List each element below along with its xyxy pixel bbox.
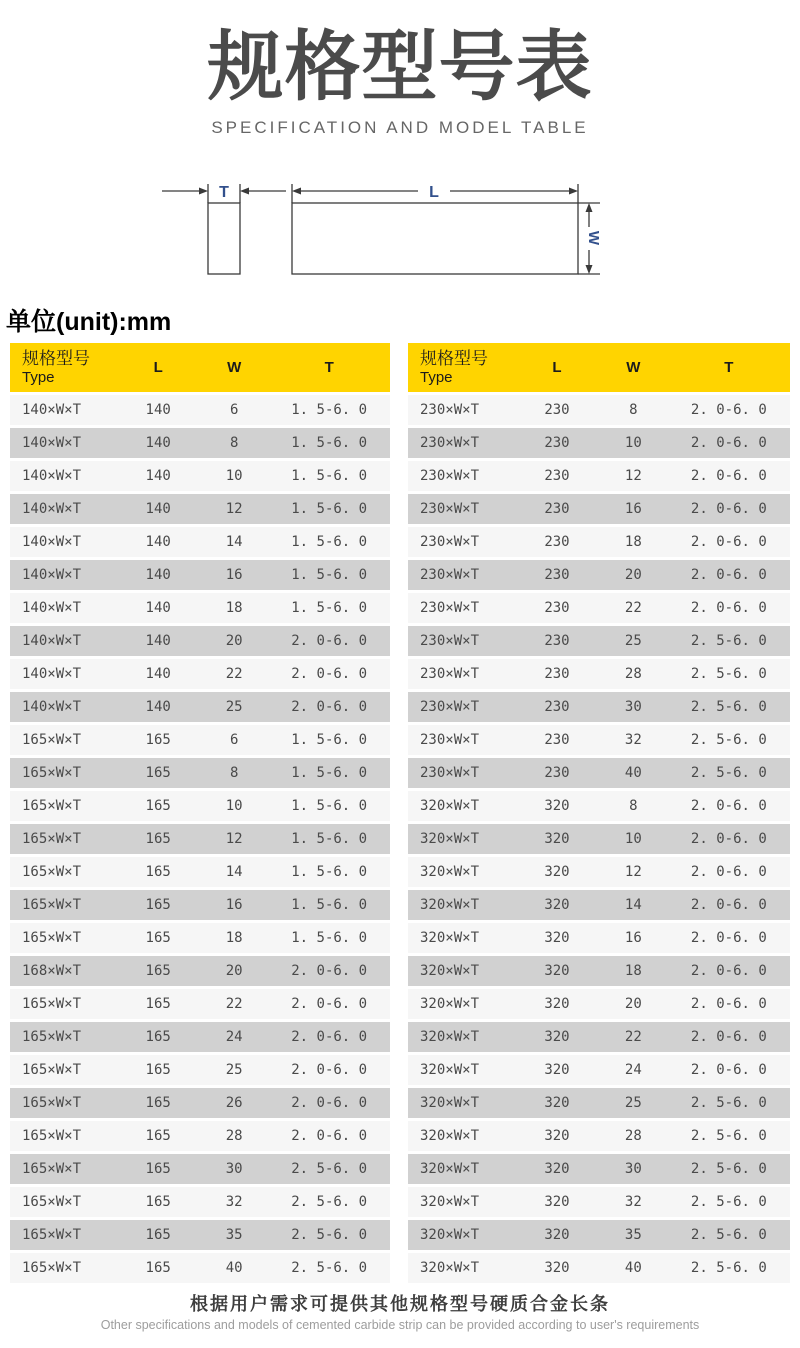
spec-type-cell: 230×W×T xyxy=(420,666,480,682)
l-value-cell: 165 xyxy=(145,996,171,1012)
l-value-cell: 320 xyxy=(544,831,570,847)
t-value-cell: 2. 0-6. 0 xyxy=(291,996,368,1012)
header-t-cell: T xyxy=(724,359,734,376)
t-value-cell: 2. 0-6. 0 xyxy=(690,534,767,550)
table-row xyxy=(10,659,390,689)
w-value-cell: 35 xyxy=(624,1227,642,1243)
t-value-cell: 1. 5-6. 0 xyxy=(291,567,368,583)
t-value-cell: 2. 0-6. 0 xyxy=(291,1128,368,1144)
table-row xyxy=(408,890,790,920)
l-value-cell: 320 xyxy=(544,1260,570,1276)
t-value-cell: 2. 5-6. 0 xyxy=(690,732,767,748)
t-value-cell: 1. 5-6. 0 xyxy=(291,468,368,484)
table-row xyxy=(408,989,790,1019)
spec-table-left xyxy=(10,343,390,1286)
l-value-cell: 140 xyxy=(145,699,171,715)
table-row xyxy=(10,758,390,788)
spec-type-cell: 168×W×T xyxy=(22,963,82,979)
l-value-cell: 230 xyxy=(544,765,570,781)
footer-note-en: Other specifications and models of cemented carbide strip can be provided according to user's requirements xyxy=(100,1318,700,1332)
spec-type-cell: 140×W×T xyxy=(22,633,82,649)
t-value-cell: 2. 5-6. 0 xyxy=(690,666,767,682)
table-row xyxy=(10,1121,390,1151)
header-t-cell: T xyxy=(324,359,334,376)
header-type-cell xyxy=(408,349,515,386)
w-value-cell: 14 xyxy=(624,897,642,913)
spec-type-cell: 320×W×T xyxy=(420,963,480,979)
spec-type-cell: 140×W×T xyxy=(22,666,82,682)
l-value-cell: 230 xyxy=(544,666,570,682)
header-w-cell: W xyxy=(227,359,242,376)
t-value-cell: 2. 5-6. 0 xyxy=(690,1161,767,1177)
t-value-cell: 2. 0-6. 0 xyxy=(690,1062,767,1078)
t-value-cell: 2. 0-6. 0 xyxy=(690,831,767,847)
spec-type-cell: 165×W×T xyxy=(22,798,82,814)
w-value-cell: 32 xyxy=(624,732,642,748)
spec-type-cell: 230×W×T xyxy=(420,435,480,451)
l-value-cell: 320 xyxy=(544,897,570,913)
l-value-cell: 140 xyxy=(145,402,171,418)
l-value-cell: 165 xyxy=(145,1227,171,1243)
table-row xyxy=(10,560,390,590)
w-value-cell: 18 xyxy=(624,963,642,979)
header-type-en: Type xyxy=(420,368,453,386)
l-value-cell: 140 xyxy=(145,501,171,517)
t-value-cell: 2. 0-6. 0 xyxy=(291,1029,368,1045)
t-value-cell: 2. 0-6. 0 xyxy=(291,1062,368,1078)
w-value-cell: 18 xyxy=(225,930,243,946)
table-row xyxy=(408,626,790,656)
l-value-cell: 320 xyxy=(544,996,570,1012)
l-value-cell: 320 xyxy=(544,1029,570,1045)
w-value-cell: 25 xyxy=(624,1095,642,1111)
t-value-cell: 2. 5-6. 0 xyxy=(690,699,767,715)
w-value-cell: 14 xyxy=(225,534,243,550)
w-value-cell: 20 xyxy=(624,996,642,1012)
table-row xyxy=(10,1220,390,1250)
spec-type-cell: 320×W×T xyxy=(420,1128,480,1144)
l-value-cell: 165 xyxy=(145,798,171,814)
l-value-cell: 230 xyxy=(544,567,570,583)
w-value-cell: 18 xyxy=(624,534,642,550)
t-value-cell: 2. 0-6. 0 xyxy=(690,567,767,583)
w-value-cell: 25 xyxy=(624,633,642,649)
w-value-cell: 6 xyxy=(229,402,239,418)
t-value-cell: 1. 5-6. 0 xyxy=(291,534,368,550)
spec-type-cell: 320×W×T xyxy=(420,1194,480,1210)
table-row xyxy=(10,1055,390,1085)
l-value-cell: 140 xyxy=(145,435,171,451)
w-value-cell: 18 xyxy=(225,600,243,616)
spec-type-cell: 165×W×T xyxy=(22,897,82,913)
l-value-cell: 140 xyxy=(145,534,171,550)
t-value-cell: 2. 5-6. 0 xyxy=(690,1227,767,1243)
t-value-cell: 2. 0-6. 0 xyxy=(690,930,767,946)
w-value-cell: 8 xyxy=(629,402,638,418)
t-value-cell: 2. 0-6. 0 xyxy=(690,402,767,418)
table-row xyxy=(408,791,790,821)
table-row xyxy=(10,626,390,656)
t-value-cell: 2. 0-6. 0 xyxy=(690,897,767,913)
t-value-cell: 1. 5-6. 0 xyxy=(291,930,368,946)
w-value-cell: 14 xyxy=(225,864,243,880)
dimension-diagram xyxy=(150,172,620,302)
table-row xyxy=(10,857,390,887)
table-row xyxy=(10,1088,390,1118)
table-row xyxy=(10,1187,390,1217)
header-type-cn: 规格型号 xyxy=(420,349,488,369)
spec-type-cell: 140×W×T xyxy=(22,501,82,517)
spec-type-cell: 165×W×T xyxy=(22,1095,82,1111)
l-value-cell: 165 xyxy=(145,897,171,913)
header-l-cell: L xyxy=(552,359,562,376)
w-value-cell: 10 xyxy=(225,798,243,814)
w-value-cell: 12 xyxy=(624,468,642,484)
w-value-cell: 10 xyxy=(225,468,243,484)
table-row xyxy=(408,758,790,788)
w-dim-label: W xyxy=(585,230,602,246)
t-value-cell: 2. 0-6. 0 xyxy=(690,864,767,880)
spec-type-cell: 230×W×T xyxy=(420,732,480,748)
spec-type-cell: 140×W×T xyxy=(22,468,82,484)
spec-type-cell: 140×W×T xyxy=(22,402,82,418)
table-row xyxy=(10,461,390,491)
w-value-cell: 40 xyxy=(225,1260,243,1276)
table-row xyxy=(408,494,790,524)
t-value-cell: 2. 0-6. 0 xyxy=(291,699,368,715)
table-row xyxy=(408,1088,790,1118)
table-body-right xyxy=(408,395,790,1283)
spec-type-cell: 230×W×T xyxy=(420,501,480,517)
l-dim-label: L xyxy=(429,184,439,201)
spec-type-cell: 320×W×T xyxy=(420,1161,480,1177)
header-l-cell: L xyxy=(153,359,163,376)
w-value-cell: 32 xyxy=(225,1194,243,1210)
w-value-cell: 16 xyxy=(624,501,642,517)
table-row xyxy=(408,1121,790,1151)
spec-type-cell: 230×W×T xyxy=(420,402,480,418)
w-value-cell: 16 xyxy=(624,930,642,946)
w-value-cell: 20 xyxy=(624,567,642,583)
t-value-cell: 2. 5-6. 0 xyxy=(690,765,767,781)
table-row xyxy=(10,956,390,986)
spec-type-cell: 230×W×T xyxy=(420,633,480,649)
t-value-cell: 2. 0-6. 0 xyxy=(291,666,368,682)
l-value-cell: 230 xyxy=(544,732,570,748)
table-row xyxy=(10,494,390,524)
l-value-cell: 140 xyxy=(145,633,171,649)
t-dim-label: T xyxy=(219,184,229,201)
spec-type-cell: 165×W×T xyxy=(22,1128,82,1144)
table-row xyxy=(408,956,790,986)
t-value-cell: 1. 5-6. 0 xyxy=(291,765,368,781)
table-header xyxy=(408,343,790,392)
l-value-cell: 165 xyxy=(145,1029,171,1045)
table-row xyxy=(10,1253,390,1283)
l-value-cell: 320 xyxy=(544,1128,570,1144)
table-row xyxy=(408,593,790,623)
w-value-cell: 12 xyxy=(624,864,642,880)
w-value-cell: 25 xyxy=(225,1062,243,1078)
table-row xyxy=(408,692,790,722)
table-row xyxy=(10,395,390,425)
l-value-cell: 230 xyxy=(544,435,570,451)
l-value-cell: 165 xyxy=(145,864,171,880)
spec-type-cell: 230×W×T xyxy=(420,534,480,550)
spec-type-cell: 230×W×T xyxy=(420,468,480,484)
w-value-cell: 35 xyxy=(225,1227,243,1243)
l-value-cell: 165 xyxy=(145,1062,171,1078)
w-value-cell: 10 xyxy=(624,831,642,847)
w-value-cell: 24 xyxy=(225,1029,243,1045)
w-value-cell: 8 xyxy=(229,435,239,451)
spec-type-cell: 230×W×T xyxy=(420,765,480,781)
table-row xyxy=(10,923,390,953)
l-value-cell: 320 xyxy=(544,1194,570,1210)
spec-type-cell: 165×W×T xyxy=(22,1161,82,1177)
spec-type-cell: 230×W×T xyxy=(420,600,480,616)
unit-label: 单位(unit):mm xyxy=(6,308,172,336)
header-w-cell: W xyxy=(626,359,641,376)
spec-type-cell: 230×W×T xyxy=(420,567,480,583)
table-row xyxy=(408,725,790,755)
t-value-cell: 2. 0-6. 0 xyxy=(690,435,767,451)
table-row xyxy=(10,1154,390,1184)
table-row xyxy=(408,1187,790,1217)
l-value-cell: 230 xyxy=(544,402,570,418)
t-value-cell: 1. 5-6. 0 xyxy=(291,897,368,913)
t-value-cell: 1. 5-6. 0 xyxy=(291,732,368,748)
t-value-cell: 1. 5-6. 0 xyxy=(291,501,368,517)
spec-type-cell: 140×W×T xyxy=(22,534,82,550)
spec-type-cell: 320×W×T xyxy=(420,1095,480,1111)
spec-type-cell: 320×W×T xyxy=(420,897,480,913)
spec-table-right xyxy=(408,343,790,1286)
table-row xyxy=(408,1220,790,1250)
table-row xyxy=(10,725,390,755)
t-value-cell: 2. 0-6. 0 xyxy=(690,468,767,484)
l-value-cell: 165 xyxy=(145,1161,171,1177)
table-body-left xyxy=(10,395,390,1283)
l-value-cell: 320 xyxy=(544,963,570,979)
header-type-en: Type xyxy=(22,368,55,386)
spec-type-cell: 165×W×T xyxy=(22,1194,82,1210)
w-value-cell: 30 xyxy=(225,1161,243,1177)
spec-type-cell: 140×W×T xyxy=(22,600,82,616)
spec-type-cell: 320×W×T xyxy=(420,831,480,847)
spec-type-cell: 165×W×T xyxy=(22,1227,82,1243)
table-row xyxy=(408,659,790,689)
l-value-cell: 140 xyxy=(145,600,171,616)
w-value-cell: 28 xyxy=(624,1128,642,1144)
l-value-cell: 140 xyxy=(145,666,171,682)
spec-type-cell: 165×W×T xyxy=(22,930,82,946)
w-value-cell: 8 xyxy=(629,798,638,814)
spec-type-cell: 320×W×T xyxy=(420,798,480,814)
t-value-cell: 2. 5-6. 0 xyxy=(690,1128,767,1144)
spec-type-cell: 320×W×T xyxy=(420,864,480,880)
l-value-cell: 140 xyxy=(145,468,171,484)
spec-type-cell: 165×W×T xyxy=(22,1062,82,1078)
table-row xyxy=(10,593,390,623)
spec-type-cell: 320×W×T xyxy=(420,996,480,1012)
t-value-cell: 2. 0-6. 0 xyxy=(690,996,767,1012)
l-value-cell: 165 xyxy=(145,831,171,847)
page-subtitle: SPECIFICATION AND MODEL TABLE xyxy=(211,118,589,137)
spec-type-cell: 140×W×T xyxy=(22,567,82,583)
w-value-cell: 20 xyxy=(225,633,243,649)
w-value-cell: 6 xyxy=(229,732,239,748)
spec-type-cell: 140×W×T xyxy=(22,435,82,451)
table-row xyxy=(408,1154,790,1184)
table-row xyxy=(408,395,790,425)
t-value-cell: 1. 5-6. 0 xyxy=(291,831,368,847)
header-type-cell xyxy=(10,349,116,386)
spec-type-cell: 165×W×T xyxy=(22,765,82,781)
l-value-cell: 320 xyxy=(544,1161,570,1177)
w-value-cell: 12 xyxy=(225,501,243,517)
w-value-cell: 22 xyxy=(624,600,642,616)
table-row xyxy=(10,692,390,722)
w-value-cell: 20 xyxy=(225,963,243,979)
w-value-cell: 25 xyxy=(225,699,243,715)
w-value-cell: 10 xyxy=(624,435,642,451)
table-row xyxy=(408,923,790,953)
page-title: 规格型号表 xyxy=(207,25,593,110)
table-row xyxy=(10,824,390,854)
table-row xyxy=(408,527,790,557)
w-value-cell: 22 xyxy=(624,1029,642,1045)
l-value-cell: 165 xyxy=(145,1260,171,1276)
spec-type-cell: 320×W×T xyxy=(420,930,480,946)
t-value-cell: 2. 0-6. 0 xyxy=(690,1029,767,1045)
t-value-cell: 1. 5-6. 0 xyxy=(291,435,368,451)
spec-type-cell: 140×W×T xyxy=(22,699,82,715)
w-value-cell: 16 xyxy=(225,897,243,913)
table-row xyxy=(408,1022,790,1052)
spec-type-cell: 165×W×T xyxy=(22,1260,82,1276)
t-value-cell: 2. 0-6. 0 xyxy=(291,963,368,979)
t-value-cell: 2. 5-6. 0 xyxy=(291,1227,368,1243)
t-value-cell: 2. 0-6. 0 xyxy=(291,1095,368,1111)
l-value-cell: 165 xyxy=(145,732,171,748)
l-value-cell: 165 xyxy=(145,963,171,979)
w-value-cell: 12 xyxy=(225,831,243,847)
table-row xyxy=(10,1022,390,1052)
w-value-cell: 40 xyxy=(624,765,642,781)
l-value-cell: 165 xyxy=(145,765,171,781)
l-value-cell: 230 xyxy=(544,468,570,484)
t-value-cell: 2. 5-6. 0 xyxy=(291,1260,368,1276)
w-value-cell: 32 xyxy=(624,1194,642,1210)
t-value-cell: 2. 0-6. 0 xyxy=(291,633,368,649)
w-value-cell: 26 xyxy=(225,1095,243,1111)
t-value-cell: 2. 5-6. 0 xyxy=(690,1260,767,1276)
t-value-cell: 1. 5-6. 0 xyxy=(291,864,368,880)
t-value-cell: 1. 5-6. 0 xyxy=(291,600,368,616)
l-value-cell: 140 xyxy=(145,567,171,583)
w-value-cell: 22 xyxy=(225,996,243,1012)
table-row xyxy=(408,428,790,458)
t-value-cell: 2. 0-6. 0 xyxy=(690,963,767,979)
spec-type-cell: 165×W×T xyxy=(22,864,82,880)
l-value-cell: 165 xyxy=(145,1194,171,1210)
table-row xyxy=(10,791,390,821)
spec-type-cell: 230×W×T xyxy=(420,699,480,715)
spec-type-cell: 320×W×T xyxy=(420,1062,480,1078)
t-value-cell: 2. 5-6. 0 xyxy=(690,633,767,649)
table-row xyxy=(408,1253,790,1283)
table-row xyxy=(10,989,390,1019)
table-row xyxy=(10,428,390,458)
table-row xyxy=(408,560,790,590)
w-value-cell: 28 xyxy=(225,1128,243,1144)
spec-type-cell: 165×W×T xyxy=(22,996,82,1012)
spec-type-cell: 165×W×T xyxy=(22,1029,82,1045)
header-type-cn: 规格型号 xyxy=(22,349,90,369)
t-value-cell: 2. 5-6. 0 xyxy=(291,1194,368,1210)
w-value-cell: 22 xyxy=(225,666,243,682)
t-value-cell: 2. 0-6. 0 xyxy=(690,798,767,814)
table-row xyxy=(10,527,390,557)
w-value-cell: 8 xyxy=(229,765,239,781)
table-row xyxy=(408,461,790,491)
spec-type-cell: 320×W×T xyxy=(420,1227,480,1243)
l-value-cell: 230 xyxy=(544,633,570,649)
t-value-cell: 2. 5-6. 0 xyxy=(690,1194,767,1210)
l-value-cell: 165 xyxy=(145,930,171,946)
spec-type-cell: 165×W×T xyxy=(22,732,82,748)
table-row xyxy=(408,857,790,887)
table-row xyxy=(408,1055,790,1085)
t-value-cell: 2. 0-6. 0 xyxy=(690,600,767,616)
l-value-cell: 320 xyxy=(544,1062,570,1078)
l-value-cell: 165 xyxy=(145,1128,171,1144)
spec-type-cell: 320×W×T xyxy=(420,1260,480,1276)
t-value-cell: 1. 5-6. 0 xyxy=(291,402,368,418)
table-row xyxy=(10,890,390,920)
l-value-cell: 320 xyxy=(544,1095,570,1111)
l-value-cell: 320 xyxy=(544,930,570,946)
w-value-cell: 28 xyxy=(624,666,642,682)
t-value-cell: 2. 5-6. 0 xyxy=(291,1161,368,1177)
spec-type-cell: 165×W×T xyxy=(22,831,82,847)
l-value-cell: 320 xyxy=(544,1227,570,1243)
spec-type-cell: 320×W×T xyxy=(420,1029,480,1045)
w-value-cell: 40 xyxy=(624,1260,642,1276)
w-value-cell: 30 xyxy=(624,699,642,715)
l-value-cell: 230 xyxy=(544,699,570,715)
l-value-cell: 320 xyxy=(544,864,570,880)
l-value-cell: 320 xyxy=(544,798,570,814)
table-row xyxy=(408,824,790,854)
l-value-cell: 230 xyxy=(544,534,570,550)
footer-note-cn: 根据用户需求可提供其他规格型号硬质合金长条 xyxy=(190,1294,610,1314)
l-value-cell: 165 xyxy=(145,1095,171,1111)
table-header xyxy=(10,343,390,392)
w-value-cell: 30 xyxy=(624,1161,642,1177)
t-value-cell: 1. 5-6. 0 xyxy=(291,798,368,814)
t-value-cell: 2. 0-6. 0 xyxy=(690,501,767,517)
l-value-cell: 230 xyxy=(544,600,570,616)
w-value-cell: 16 xyxy=(225,567,243,583)
w-value-cell: 24 xyxy=(624,1062,642,1078)
t-value-cell: 2. 5-6. 0 xyxy=(690,1095,767,1111)
l-value-cell: 230 xyxy=(544,501,570,517)
